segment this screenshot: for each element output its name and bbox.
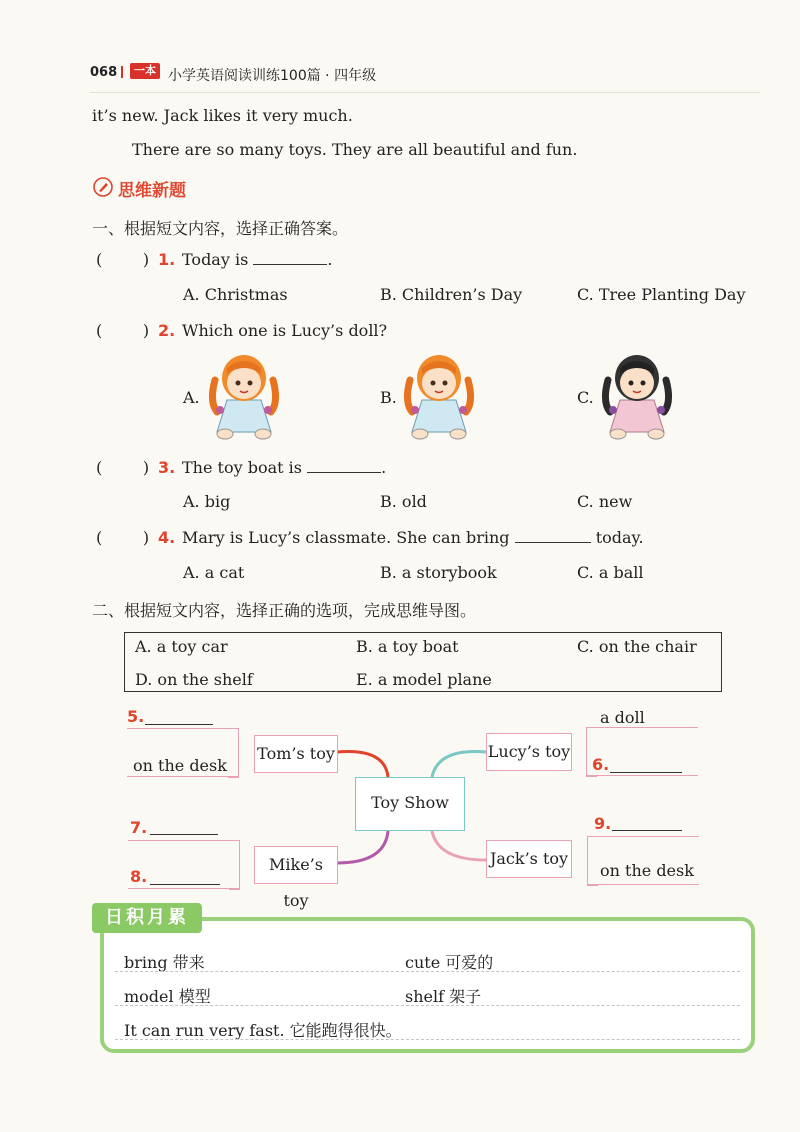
blank-9-line[interactable] (612, 830, 682, 831)
vocab-divider (115, 1039, 740, 1040)
blank-6-number: 6. (592, 755, 610, 774)
q1-option-a[interactable]: A. Christmas (183, 285, 288, 304)
rule-jack-bottom (587, 884, 699, 885)
part2-instruction: 二、根据短文内容，选择正确的选项，完成思维导图。 (92, 601, 477, 620)
q2-number: 2. (158, 321, 176, 340)
blank-6-line[interactable] (610, 772, 682, 773)
jack-location: on the desk (600, 861, 694, 880)
rule-jack-top (587, 836, 699, 837)
q4-option-c[interactable]: C. a ball (577, 563, 644, 582)
node-mikes-toy: Mike’s toy (254, 846, 338, 884)
rule-lucy-top (586, 727, 698, 728)
vocab-item-cute: cute 可爱的 (405, 953, 494, 972)
q3-option-c[interactable]: C. new (577, 492, 633, 511)
vocab-item-bring: bring 带来 (124, 953, 205, 972)
brace-tom (228, 728, 239, 778)
q1-option-c[interactable]: C. Tree Planting Day (577, 285, 746, 304)
rule-tom-bottom (127, 776, 239, 777)
part1-instruction: 一、根据短文内容，选择正确答案。 (92, 219, 349, 238)
option-b[interactable]: B. a toy boat (356, 637, 459, 656)
vocab-title: 日积月累 (92, 903, 202, 933)
passage-line-2: There are so many toys. They are all beautiful and fun. (132, 140, 578, 159)
rule-mike-top (128, 840, 240, 841)
page-number: 068 (90, 65, 118, 80)
option-c[interactable]: C. on the chair (577, 637, 697, 656)
q1-number: 1. (158, 250, 176, 269)
lucy-toy-answer: a doll (600, 708, 645, 727)
blank-8-line[interactable] (150, 884, 220, 885)
vocab-divider (115, 971, 740, 972)
rule-mike-bottom (128, 888, 240, 889)
vocab-item-model: model 模型 (124, 987, 211, 1006)
option-e[interactable]: E. a model plane (356, 670, 492, 689)
node-toms-toy: Tom’s toy (254, 735, 338, 773)
q3-stem: The toy boat is . (182, 458, 387, 477)
q4-stem: Mary is Lucy’s classmate. She can bring today. (182, 528, 644, 547)
passage-line-1: it’s new. Jack likes it very much. (92, 106, 353, 125)
blank-5-number: 5. (127, 707, 145, 726)
option-a[interactable]: A. a toy car (135, 637, 228, 656)
q1-option-b[interactable]: B. Children’s Day (380, 285, 523, 304)
q3-paren[interactable]: ( ) (96, 458, 150, 477)
blank-7-line[interactable] (150, 834, 218, 835)
book-title: 小学英语阅读训练100篇 · 四年级 (168, 68, 377, 84)
q4-option-a[interactable]: A. a cat (183, 563, 245, 582)
q3-number: 3. (158, 458, 176, 477)
brace-jack (587, 836, 598, 886)
node-toy-show: Toy Show (355, 777, 465, 831)
q2-option-a[interactable]: A. (183, 388, 200, 407)
brand-logo: 一本 (130, 63, 160, 79)
rule-tom-top (127, 728, 239, 729)
q4-number: 4. (158, 528, 176, 547)
q2-option-b[interactable]: B. (380, 388, 397, 407)
blank-7-number: 7. (130, 818, 148, 837)
vocab-divider (115, 1005, 740, 1006)
blank-9-number: 9. (594, 814, 612, 833)
q2-paren[interactable]: ( ) (96, 321, 150, 340)
q1-paren[interactable]: ( ) (96, 250, 150, 269)
q2-option-c[interactable]: C. (577, 388, 594, 407)
vocab-item-sentence: It can run very fast. 它能跑得很快。 (124, 1021, 402, 1040)
blank-5-line[interactable] (145, 724, 213, 725)
q1-stem: Today is . (182, 250, 333, 269)
q4-option-b[interactable]: B. a storybook (380, 563, 497, 582)
option-d[interactable]: D. on the shelf (135, 670, 253, 689)
blank-8-number: 8. (130, 867, 148, 886)
q2-stem: Which one is Lucy’s doll? (182, 321, 388, 340)
section-title: 思维新题 (118, 181, 186, 201)
node-jacks-toy: Jack’s toy (486, 840, 572, 878)
brace-mike (229, 840, 240, 890)
vocab-item-shelf: shelf 架子 (405, 987, 482, 1006)
tom-location: on the desk (133, 756, 227, 775)
q3-option-a[interactable]: A. big (183, 492, 231, 511)
q4-paren[interactable]: ( ) (96, 528, 150, 547)
node-lucys-toy: Lucy’s toy (486, 733, 572, 771)
rule-lucy-bottom (586, 775, 698, 776)
q3-option-b[interactable]: B. old (380, 492, 427, 511)
